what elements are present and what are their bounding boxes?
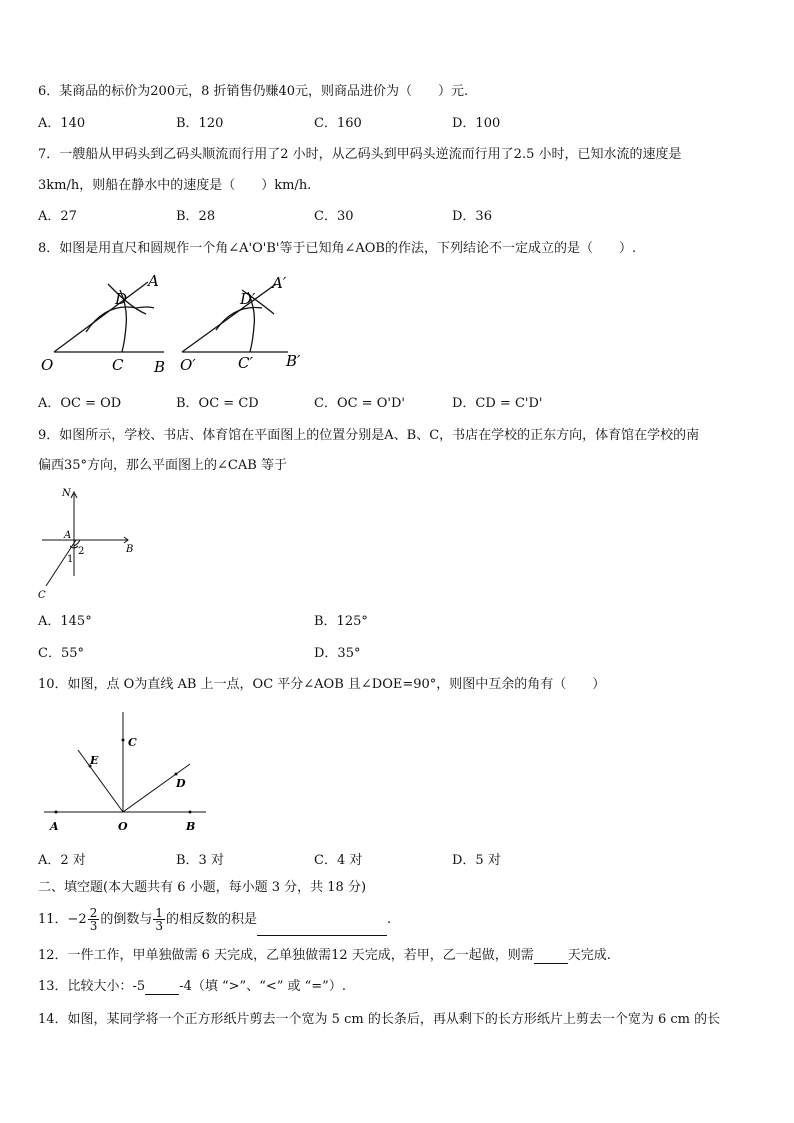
- q11-fraction-2: [153, 907, 165, 932]
- q8-left-label-b: B: [154, 358, 166, 376]
- q8-figure: [36, 268, 326, 380]
- q9-figure: [34, 484, 144, 602]
- q10-label-a: A: [50, 820, 59, 833]
- q10-option-d: D．5 对: [452, 853, 501, 868]
- q9-stem-line2: 偏西35°方向，那么平面图上的∠CAB 等于: [38, 458, 287, 473]
- q7-option-a: A．27: [38, 209, 77, 224]
- q7-stem-line2: 3km/h，则船在静水中的速度是（ ）km/h.: [38, 178, 312, 193]
- q11-frac1-den: 3: [89, 919, 98, 933]
- q11-frac1-num: 2: [89, 906, 98, 920]
- q9-label-c: C: [38, 590, 46, 601]
- q8-option-a: A．OC = OD: [38, 396, 122, 411]
- q13-before: 13．比较大小：-5: [38, 979, 146, 994]
- q8-right-label-c: C′: [238, 354, 253, 372]
- q8-left-label-c: C: [112, 356, 124, 374]
- q11-suffix: 的相反数的积是: [166, 912, 258, 927]
- q8-right-label-b: B′: [286, 352, 301, 370]
- q11-mid: 的倒数与: [100, 912, 153, 927]
- q9-label-b: B: [126, 544, 134, 555]
- q11-answer-blank[interactable]: [257, 921, 387, 936]
- q10-stem: 10．如图，点 O为直线 AB 上一点，OC 平分∠AOB 且∠DOE=90°，则图中互余的角有（ ）: [38, 677, 606, 692]
- q12-answer-blank[interactable]: [534, 949, 568, 964]
- q6-option-d: D．100: [452, 116, 501, 131]
- q10-label-c: C: [128, 736, 137, 749]
- q9-option-c: C．55°: [38, 646, 84, 661]
- q8-figure-left: [54, 282, 164, 352]
- q7-option-c: C．30: [314, 209, 354, 224]
- q12-after: 天完成.: [567, 948, 611, 963]
- q10-label-o: O: [118, 820, 128, 833]
- q10-label-e: E: [90, 754, 99, 767]
- q10-label-b: B: [186, 820, 196, 833]
- q9-stem-line1: 9．如图所示，学校、书店、体育馆在平面图上的位置分别是A、B、C，书店在学校的正东方向，体育馆在学校的南: [38, 428, 700, 443]
- q9-option-d: D．35°: [314, 646, 361, 661]
- q11-fraction-1: [88, 907, 100, 932]
- q9-label-a: A: [64, 530, 72, 541]
- q8-figure-right: [182, 284, 288, 352]
- q13-line: [38, 979, 346, 995]
- section-2-heading: 二、填空题(本大题共有 6 小题，每小题 3 分，共 18 分): [38, 880, 367, 895]
- q9-label-n: N: [62, 488, 71, 499]
- q6-option-a: A．140: [38, 116, 86, 131]
- q11-line: [38, 904, 391, 936]
- q8-right-label-o: O′: [180, 356, 196, 374]
- q8-right-label-a: A′: [272, 274, 287, 292]
- q11-frac2-num: 1: [155, 906, 164, 920]
- q10-option-a: A．2 对: [38, 853, 86, 868]
- q7-option-d: D．36: [452, 209, 492, 224]
- q7-stem-line1: 7．一艘船从甲码头到乙码头顺流而行用了2 小时，从乙码头到甲码头逆流而行用了2.5 小时，已知水流的速度是: [38, 147, 682, 162]
- q12-line: [38, 948, 611, 964]
- q8-option-b: B．OC = CD: [176, 396, 259, 411]
- q8-right-label-d: D′: [240, 290, 256, 308]
- q10-label-d: D: [176, 777, 186, 790]
- q9-option-b: B．125°: [314, 614, 368, 629]
- q8-option-c: C．OC = O'D': [314, 396, 405, 411]
- q8-left-label-d: D: [115, 290, 128, 308]
- q11-frac2-den: 3: [155, 919, 164, 933]
- q8-option-d: D．CD = C'D': [452, 396, 543, 411]
- q8-stem: 8．如图是用直尺和圆规作一个角∠A'O'B'等于已知角∠AOB的作法，下列结论不一定成立的是（ ）.: [38, 241, 637, 256]
- q13-after: -4（填 “>”、“<” 或 “=”）.: [179, 979, 346, 994]
- q10-figure: [38, 706, 214, 836]
- q13-answer-blank[interactable]: [145, 980, 179, 995]
- q11-prefix: 11．−2: [38, 912, 87, 927]
- q7-option-b: B．28: [176, 209, 216, 224]
- q11-end: .: [387, 912, 392, 927]
- q8-left-label-o: O: [41, 356, 54, 374]
- q6-option-c: C．160: [314, 116, 362, 131]
- q9-label-2: 2: [78, 546, 85, 557]
- q6-option-b: B．120: [176, 116, 224, 131]
- q9-label-1: 1: [67, 554, 74, 565]
- q10-option-b: B．3 对: [176, 853, 224, 868]
- q8-left-label-a: A: [148, 272, 159, 290]
- q6-stem: 6．某商品的标价为200元，8 折销售仍赚40元，则商品进价为（ ）元.: [38, 84, 469, 99]
- q10-option-c: C．4 对: [314, 853, 363, 868]
- q14-stem: 14．如图，某同学将一个正方形纸片剪去一个宽为 5 cm 的长条后，再从剩下的长方形纸片上剪去一个宽为 6 cm 的长: [38, 1012, 721, 1027]
- q12-before: 12．一件工作，甲单独做需 6 天完成，乙单独做需12 天完成，若甲，乙一起做，则需: [38, 948, 534, 963]
- q9-option-a: A．145°: [38, 614, 92, 629]
